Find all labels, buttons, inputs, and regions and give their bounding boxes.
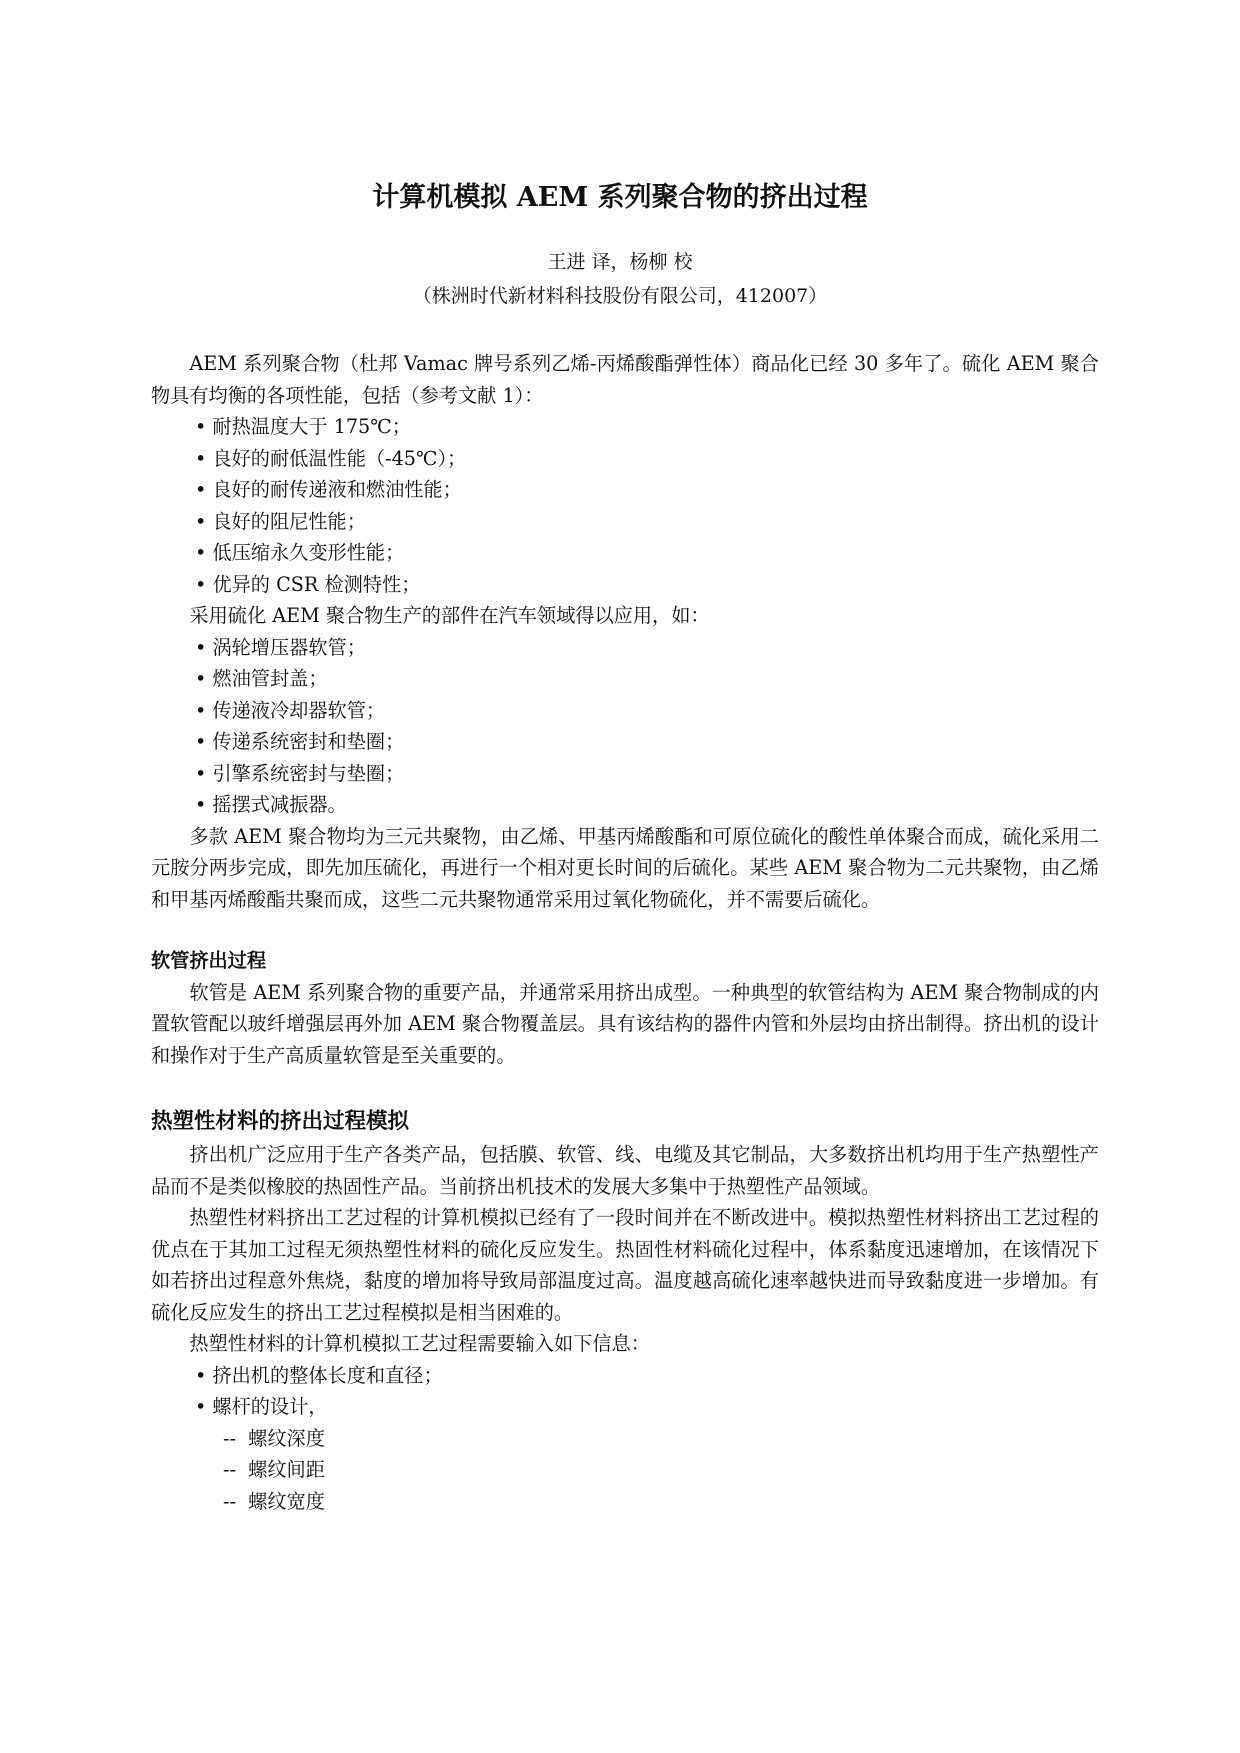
- list-item: • 传递液冷却器软管；: [195, 698, 386, 722]
- section-heading-thermoplastic-simulation: 热塑性材料的挤出过程模拟: [151, 1109, 410, 1134]
- list-item: • 挤出机的整体长度和直径；: [195, 1363, 443, 1387]
- input-list: [151, 1360, 1099, 1518]
- list-item: • 螺杆的设计，: [195, 1395, 328, 1418]
- intro-paragraph: AEM 系列聚合物（杜邦 Vamac 牌号系列乙烯-丙烯酸酯弹性体）商品化已经 30 多年了。硫化 AEM 聚合物具有均衡的各项性能，包括（参考文献 1）：: [151, 352, 1099, 407]
- sub-list-item: -- 螺纹宽度: [223, 1489, 325, 1513]
- sub-list-item: -- 螺纹间距: [223, 1458, 325, 1481]
- simulation-paragraph: 热塑性材料挤出工艺过程的计算机模拟已经有了一段时间并在不断改进中。模拟热塑性材料挤出工艺过程的优点在于其加工过程无须热塑性材料的硫化反应发生。热固性材料硫化过程中，体系黏度迅速增加，在该情况下如若挤出过程意外焦烧，黏度的增加将导致局部温度过高。温度越高硫化速率越快进而导致黏度进一步增加。有硫化反应发生的挤出工艺过程模拟是相当困难的。: [151, 1206, 1099, 1324]
- author-line: 王进 译，杨柳 校: [547, 251, 693, 273]
- input-info-paragraph: 热塑性材料的计算机模拟工艺过程需要输入如下信息：: [189, 1332, 650, 1355]
- property-list: [151, 411, 1099, 600]
- list-item: • 良好的耐低温性能（-45℃）；: [195, 446, 467, 470]
- applications-intro: 采用硫化 AEM 聚合物生产的部件在汽车领域得以应用，如：: [189, 604, 710, 627]
- copolymer-paragraph: 多款 AEM 聚合物均为三元共聚物，由乙烯、甲基丙烯酸酯和可原位硫化的酸性单体聚合而成，硫化采用二元胺分两步完成，即先加压硫化，再进行一个相对更长时间的后硫化。某些 AEM 聚合物为二元共聚物，由乙烯和甲基丙烯酸酯共聚而成，这些二元共聚物通常采用过氧化物硫化，并不需要后硫化。: [151, 824, 1099, 911]
- list-item: • 良好的耐传递液和燃油性能；: [195, 478, 462, 501]
- list-item: • 耐热温度大于 175℃；: [195, 415, 411, 438]
- list-item: • 低压缩永久变形性能；: [195, 541, 405, 564]
- application-list: [151, 632, 1099, 821]
- list-item: • 优异的 CSR 检测特性；: [195, 572, 421, 596]
- sub-list-item: -- 螺纹深度: [223, 1426, 325, 1450]
- list-item: • 燃油管封盖；: [195, 667, 328, 690]
- list-item: • 引擎系统密封与垫圈；: [195, 761, 405, 785]
- section-heading-hose-extrusion: 软管挤出过程: [151, 949, 267, 972]
- affiliation-line: （株洲时代新材料科技股份有限公司，412007）: [412, 285, 828, 307]
- paper-body: [151, 348, 1099, 1517]
- list-item: • 良好的阻尼性能；: [195, 509, 366, 533]
- list-item: • 涡轮增压器软管；: [195, 635, 366, 659]
- extruder-paragraph: 挤出机广泛应用于生产各类产品，包括膜、软管、线、电缆及其它制品，大多数挤出机均用于生产热塑性产品而不是类似橡胶的热固性产品。当前挤出机技术的发展大多集中于热塑性产品领域。: [151, 1143, 1099, 1198]
- list-item: • 摇摆式减振器。: [195, 793, 347, 816]
- list-item: • 传递系统密封和垫圈；: [195, 730, 405, 753]
- paper-title: 计算机模拟 AEM 系列聚合物的挤出过程: [372, 182, 868, 213]
- hose-extrusion-paragraph: 软管是 AEM 系列聚合物的重要产品，并通常采用挤出成型。一种典型的软管结构为 AEM 聚合物制成的内置软管配以玻纤增强层再外加 AEM 聚合物覆盖层。具有该结构的器件内管和外层均由挤出制得。挤出机的设计和操作对于生产高质量软管是至关重要的。: [151, 980, 1099, 1067]
